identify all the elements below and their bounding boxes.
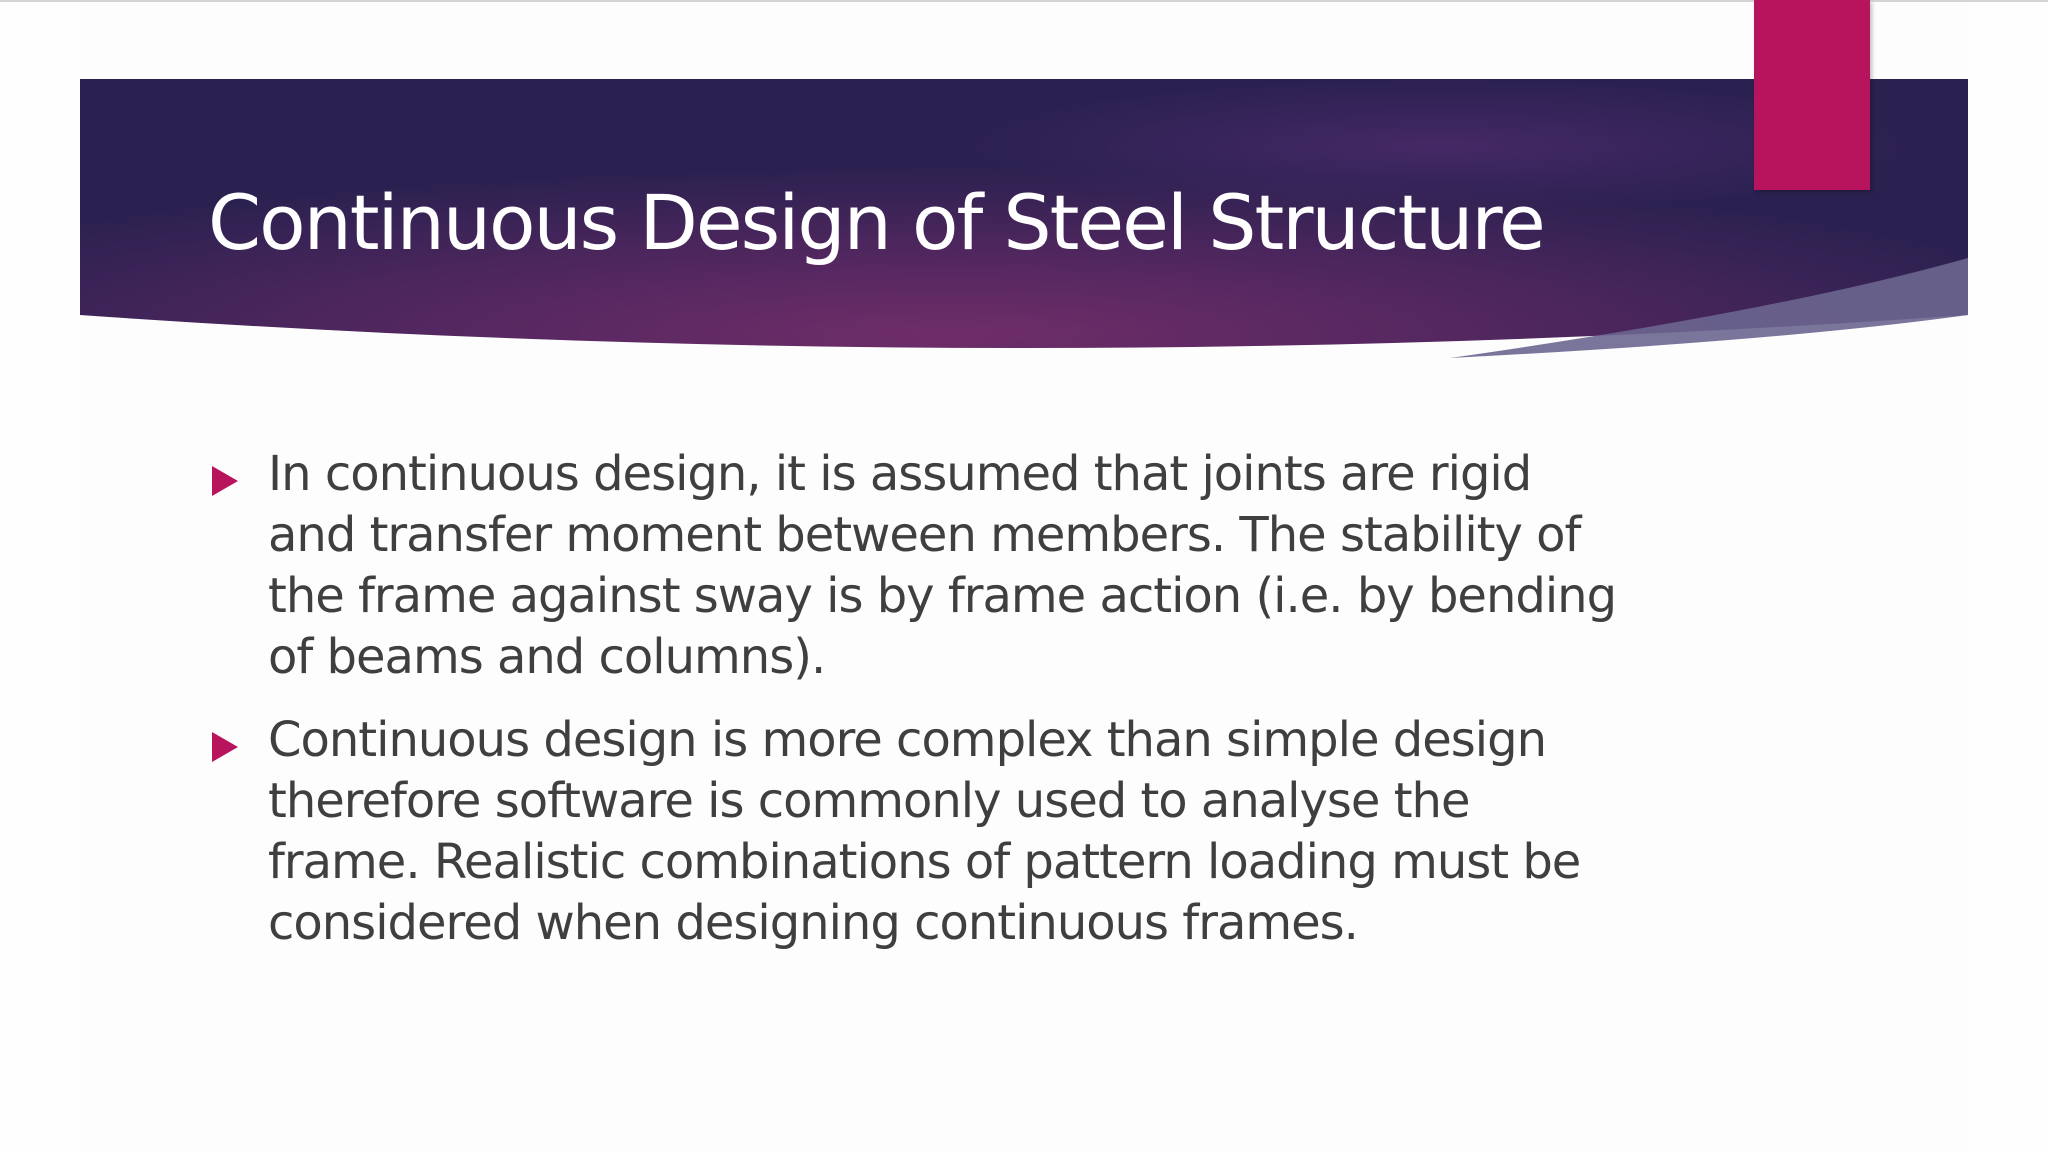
bullet-item	[208, 710, 1628, 954]
bullet-item	[208, 444, 1628, 688]
triangle-right-icon	[212, 466, 238, 496]
bullet-text: In continuous design, it is assumed that joints are rigid and transfer moment between members. The stability of the frame against sway is by frame action (i.e. by bending of beams and columns).	[268, 446, 1617, 685]
bullet-list	[208, 444, 1628, 976]
bullet-text: Continuous design is more complex than simple design therefore software is commonly used to analyse the frame. Realistic combinations of pattern loading must be considered when designing continuous frames.	[268, 712, 1581, 951]
slide-title: Continuous Design of Steel Structure	[208, 178, 1544, 267]
accent-tab	[1754, 0, 1870, 190]
triangle-right-icon	[212, 732, 238, 762]
